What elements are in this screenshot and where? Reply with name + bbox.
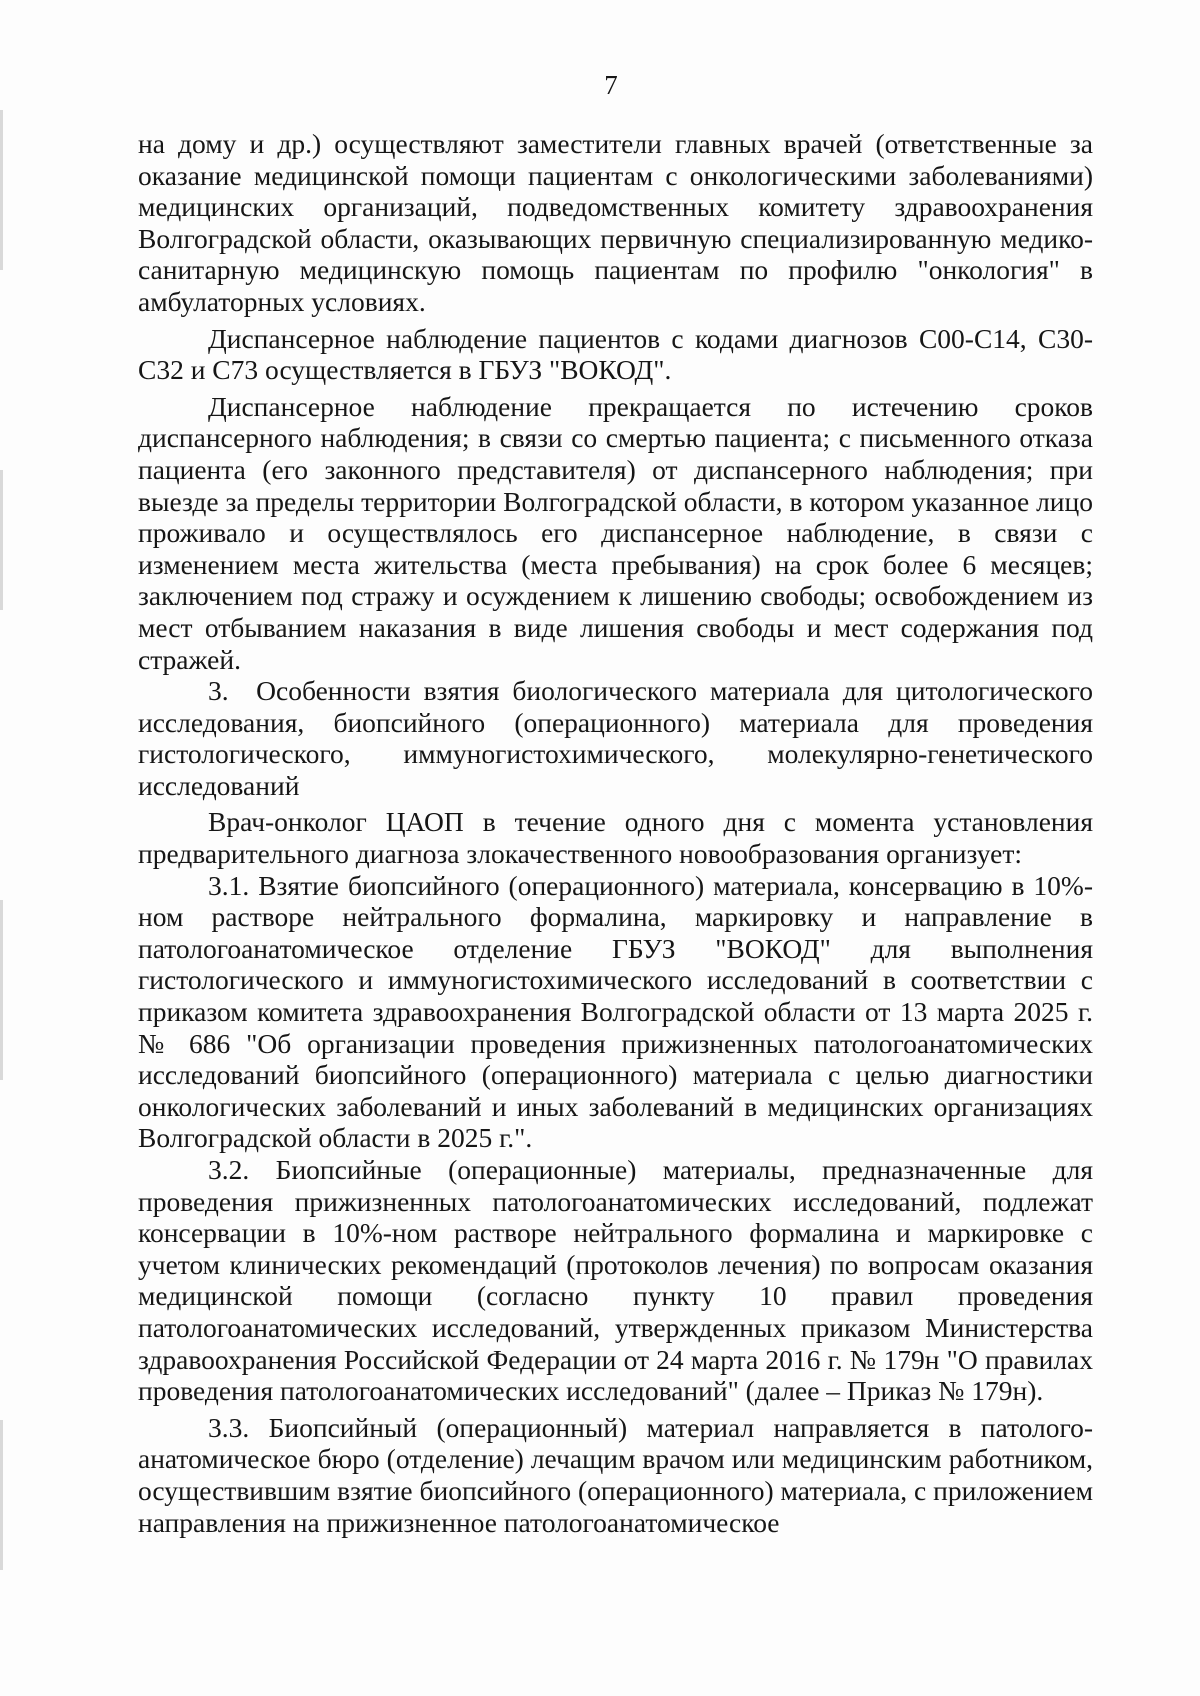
scan-edge-mark	[0, 470, 3, 610]
paragraph: 3.2. Биопсийные (операционные) материалы, предназначенные для проведения прижизненных патологоанатомических исследований, подлежат консервации в 10%-ном растворе нейтрального формалина и маркировке с учетом клинических рекомендаций (протоколов лечения) по вопросам оказания медицинской помощи (согласно пункту 10 правил проведения патологоанатомических исследований, утвержденных приказом Министерства здравоохранения Российской Федерации от 24 марта 2016 г. № 179н "О правилах проведения патологоанатомических исследований" (далее – Приказ № 179н).	[138, 1154, 1093, 1407]
paragraph: Диспансерное наблюдение прекращается по истечению сроков диспансерного наблюдения; в связи со смертью пациента; с письменного отказа пациента (его законного представителя) от диспансерного наблюдения; при выезде за пределы территории Волгоградской области, в котором указанное лицо проживало и осуществлялось его диспансерное наблюдение, в связи с изменением места жительства (места пребывания) на срок более 6 месяцев; заключением под стражу и осуждением к лишению свободы; освобождением из мест отбыванием наказания в виде лишения свободы и мест содержания под стражей.	[138, 390, 1093, 675]
section-heading: 3. Особенности взятия биологического материала для цитологического исследования, биопсийного (операционного) материала для проведения гистологического, иммуногистохимического, молекулярно-генетического исследований	[138, 675, 1093, 801]
paragraph: 3.1. Взятие биопсийного (операционного) материала, консервацию в 10%-ном растворе нейтрального формалина, маркировку и направление в патологоанатомическое отделение ГБУЗ "ВОКОД" для выполнения гистологического и иммуногистохимического исследований в соответствии с приказом комитета здравоохранения Волгоградской области от 13 марта 2025 г. № 686 "Об организации проведения прижизненных патологоанатомических исследований биопсийного (операционного) материала с целью диагностики онкологических заболеваний и иных заболеваний в медицинских организациях Волгоградской области в 2025 г.".	[138, 869, 1093, 1154]
paragraph: 3.3. Биопсийный (операционный) материал направляется в патолого-анатомическое бюро (отделение) лечащим врачом или медицинским работником, осуществившим взятие биопсийного (операционного) материала, с приложением направления на прижизненное патологоанатомическое	[138, 1411, 1093, 1538]
paragraph: на дому и др.) осуществляют заместители главных врачей (ответственные за оказание медицинской помощи пациентам с онкологическими заболеваниями) медицинских организаций, подведомственных комитету здравоохранения Волгоградской области, оказывающих первичную специализированную медико-санитарную медицинскую помощь пациентам по профилю "онкология" в амбулаторных условиях.	[138, 128, 1093, 317]
paragraph: Врач-онколог ЦАОП в течение одного дня с момента установления предварительного диагноза злокачественного новообразования организует:	[138, 806, 1093, 870]
page-number: 7	[604, 70, 618, 100]
scan-edge-mark	[0, 110, 3, 270]
scan-edge-mark	[0, 900, 3, 1080]
paragraph: Диспансерное наблюдение пациентов с кодами диагнозов С00-С14, С30-С32 и С73 осуществляется в ГБУЗ "ВОКОД".	[138, 322, 1093, 386]
scan-edge-mark	[0, 1420, 3, 1570]
document-body	[138, 128, 1093, 1538]
